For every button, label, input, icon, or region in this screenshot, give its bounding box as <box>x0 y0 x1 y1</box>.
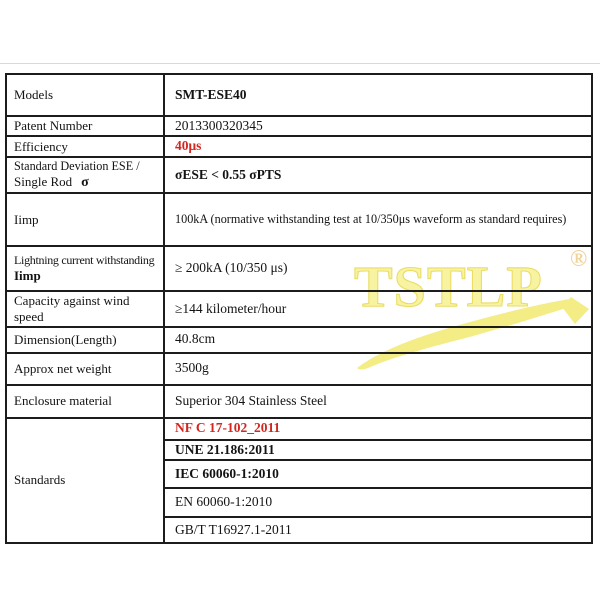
row-label: Patent Number <box>6 116 164 136</box>
label-bold: Iimp <box>14 267 41 283</box>
table-row-dimension <box>6 327 592 353</box>
table-row-wind-speed <box>6 291 592 327</box>
row-label: Iimp <box>6 193 164 246</box>
tstlp-watermark-text: TSTLP <box>354 254 543 319</box>
iimp-value-text: 100kA (normative withstanding test at 10/350μs waveform as standard requires) <box>175 212 567 226</box>
row-label: Efficiency <box>6 136 164 156</box>
row-value: ≥ 200kA (10/350 μs) <box>164 246 592 291</box>
table-row-standard-1 <box>6 418 592 440</box>
row-value: 2013300320345 <box>164 116 592 136</box>
row-value: 40μs <box>164 136 592 156</box>
row-value <box>164 193 592 246</box>
row-label: Dimension(Length) <box>6 327 164 353</box>
row-value: ≥144 kilometer/hour <box>164 291 592 327</box>
row-label <box>6 246 164 291</box>
label-line1: Standard Deviation ESE / <box>14 158 140 173</box>
standard-item: GB/T T16927.1-2011 <box>164 517 592 543</box>
label-line2: Single Rod σ <box>14 173 89 190</box>
label-line1: Lightning current withstanding <box>14 253 155 268</box>
standard-item: UNE 21.186:2011 <box>164 440 592 460</box>
row-label: Enclosure material <box>6 385 164 418</box>
row-label <box>6 157 164 193</box>
row-label: Models <box>6 74 164 116</box>
row-value: 3500g <box>164 353 592 385</box>
scan-edge-line <box>0 63 600 64</box>
registered-mark-icon: ® <box>570 246 588 271</box>
table-row-models <box>6 74 592 116</box>
spec-table <box>5 73 593 544</box>
row-value: 40.8cm <box>164 327 592 353</box>
table-row-patent <box>6 116 592 136</box>
table-row-std-deviation <box>6 157 592 193</box>
standard-item: EN 60060-1:2010 <box>164 488 592 517</box>
row-value: Superior 304 Stainless Steel <box>164 385 592 418</box>
table-row-enclosure <box>6 385 592 418</box>
standard-item: NF C 17-102_2011 <box>164 418 592 440</box>
row-value: σESE < 0.55 σPTS <box>164 157 592 193</box>
table-row-efficiency <box>6 136 592 156</box>
row-label: Approx net weight <box>6 353 164 385</box>
table-row-lightning-current <box>6 246 592 291</box>
row-value: SMT-ESE40 <box>164 74 592 116</box>
table-row-iimp <box>6 193 592 246</box>
table-row-weight <box>6 353 592 385</box>
row-label: Capacity against wind speed <box>6 291 164 327</box>
sigma-symbol: σ <box>81 174 89 190</box>
standard-item: IEC 60060-1:2010 <box>164 460 592 488</box>
standards-label: Standards <box>6 418 164 543</box>
